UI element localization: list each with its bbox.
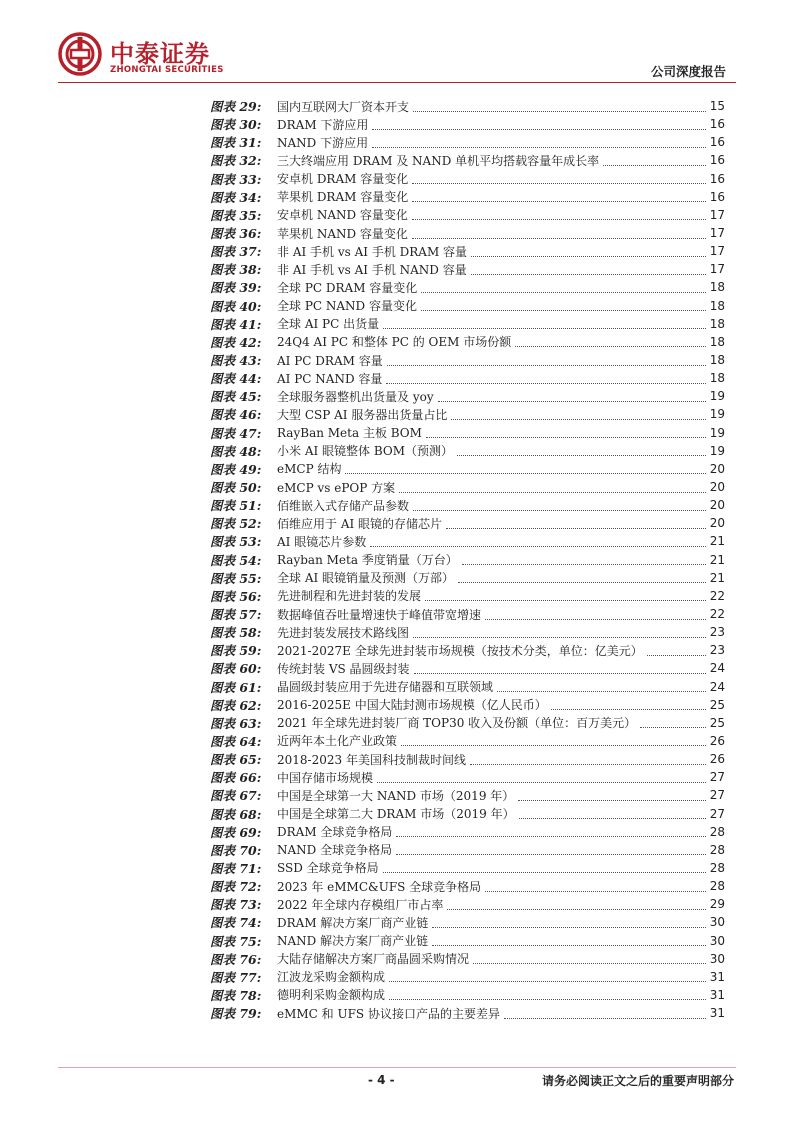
toc-entry[interactable] bbox=[210, 97, 725, 115]
toc-entry[interactable] bbox=[210, 623, 725, 641]
toc-entry-title: eMCP 结构 bbox=[277, 462, 342, 477]
toc-entry-label: 图表 75: bbox=[210, 933, 262, 949]
toc-entry[interactable] bbox=[210, 605, 725, 623]
toc-entry[interactable] bbox=[210, 115, 725, 133]
toc-entry-title: DRAM 全球竞争格局 bbox=[277, 825, 393, 840]
toc-entry-page: 16 bbox=[709, 153, 725, 168]
toc-entry-title: DRAM 解决方案厂商产业链 bbox=[277, 915, 429, 930]
toc-leader-dots bbox=[389, 999, 706, 1000]
report-type-label: 公司深度报告 bbox=[650, 64, 726, 79]
toc-leader-dots bbox=[446, 528, 706, 529]
toc-entry-label: 图表 29: bbox=[210, 99, 262, 115]
toc-entry[interactable] bbox=[210, 297, 725, 315]
toc-leader-dots bbox=[647, 655, 706, 656]
toc-entry[interactable] bbox=[210, 460, 725, 478]
toc-entry-label: 图表 79: bbox=[210, 1006, 262, 1022]
toc-entry[interactable] bbox=[210, 551, 725, 569]
disclaimer-text: 请务必阅读正文之后的重要声明部分 bbox=[541, 1074, 734, 1088]
toc-leader-dots bbox=[432, 945, 706, 946]
toc-entry-page: 20 bbox=[709, 516, 725, 531]
toc-entry[interactable] bbox=[210, 1004, 725, 1022]
toc-leader-dots bbox=[457, 455, 706, 456]
toc-entry-page: 19 bbox=[709, 389, 725, 404]
toc-entry-page: 16 bbox=[709, 117, 725, 132]
toc-entry-title: 全球 AI 眼镜销量及预测（万部） bbox=[277, 571, 455, 586]
toc-entry[interactable] bbox=[210, 714, 725, 732]
toc-entry-title: 2021 年全球先进封装厂商 TOP30 收入及份额（单位：百万美元） bbox=[277, 716, 637, 731]
toc-entry-page: 18 bbox=[709, 371, 725, 386]
toc-entry[interactable] bbox=[210, 659, 725, 677]
toc-entry-title: 近两年本土化产业政策 bbox=[277, 734, 398, 749]
toc-leader-dots bbox=[471, 274, 706, 275]
toc-entry-label: 图表 43: bbox=[210, 353, 262, 369]
toc-entry-label: 图表 74: bbox=[210, 915, 262, 931]
toc-entry-title: 全球 PC DRAM 容量变化 bbox=[277, 280, 418, 295]
toc-entry-title: 晶圆级封装应用于先进存储器和互联领域 bbox=[277, 680, 494, 695]
toc-entry-title: 安卓机 NAND 容量变化 bbox=[277, 208, 408, 223]
toc-entry-title: 2022 年全球内存模组厂市占率 bbox=[277, 897, 444, 912]
toc-entry[interactable] bbox=[210, 170, 725, 188]
toc-entry[interactable] bbox=[210, 514, 725, 532]
toc-entry[interactable] bbox=[210, 333, 725, 351]
toc-entry[interactable] bbox=[210, 405, 725, 423]
toc-entry-title: 苹果机 DRAM 容量变化 bbox=[277, 190, 409, 205]
toc-entry-page: 22 bbox=[709, 588, 725, 603]
toc-entry-page: 28 bbox=[709, 879, 725, 894]
toc-entry-page: 17 bbox=[709, 226, 725, 241]
toc-entry[interactable] bbox=[210, 315, 725, 333]
toc-entry[interactable] bbox=[210, 224, 725, 242]
toc-entry[interactable] bbox=[210, 260, 725, 278]
header-divider bbox=[58, 82, 736, 83]
toc-entry-page: 21 bbox=[709, 552, 725, 567]
toc-leader-dots bbox=[413, 510, 706, 511]
logo-chinese-text: 中泰证券 bbox=[110, 40, 210, 68]
toc-entry-page: 31 bbox=[709, 1006, 725, 1021]
toc-entry-page: 26 bbox=[709, 733, 725, 748]
toc-entry-label: 图表 31: bbox=[210, 135, 262, 151]
toc-leader-dots bbox=[470, 764, 706, 765]
toc-entry-label: 图表 40: bbox=[210, 298, 262, 314]
toc-entry-label: 图表 62: bbox=[210, 697, 262, 713]
toc-entry-title: NAND 下游应用 bbox=[277, 135, 369, 150]
toc-entry-label: 图表 76: bbox=[210, 951, 262, 967]
toc-entry-title: 非 AI 手机 vs AI 手机 NAND 容量 bbox=[277, 262, 467, 277]
toc-entry-page: 29 bbox=[709, 897, 725, 912]
toc-entry-page: 27 bbox=[709, 788, 725, 803]
toc-entry-page: 31 bbox=[709, 987, 725, 1002]
toc-leader-dots bbox=[412, 238, 706, 239]
toc-entry-page: 25 bbox=[709, 715, 725, 730]
logo-english-text: ZHONGTAI SECURITIES bbox=[110, 65, 224, 75]
toc-entry-title: 全球 AI PC 出货量 bbox=[277, 317, 380, 332]
toc-entry-label: 图表 57: bbox=[210, 607, 262, 622]
toc-entry-page: 30 bbox=[709, 933, 725, 948]
toc-leader-dots bbox=[383, 872, 706, 873]
toc-entry[interactable] bbox=[210, 841, 725, 859]
toc-entry-page: 30 bbox=[709, 951, 725, 966]
toc-leader-dots bbox=[425, 600, 706, 601]
toc-entry-title: eMCP vs ePOP 方案 bbox=[277, 480, 396, 495]
toc-leader-dots bbox=[451, 419, 705, 420]
toc-entry-label: 图表 61: bbox=[210, 679, 262, 695]
toc-entry[interactable] bbox=[210, 424, 725, 442]
toc-entry-title: 江波龙采购金额构成 bbox=[277, 970, 386, 985]
toc-entry[interactable] bbox=[210, 859, 725, 877]
toc-entry[interactable] bbox=[210, 823, 725, 841]
toc-entry-page: 17 bbox=[709, 244, 725, 259]
toc-entry-page: 18 bbox=[709, 334, 725, 349]
toc-entry-page: 24 bbox=[709, 679, 725, 694]
toc-entry-title: 德明利采购金额构成 bbox=[277, 988, 386, 1003]
logo-mark-icon bbox=[58, 32, 102, 76]
toc-entry-page: 31 bbox=[709, 969, 725, 984]
toc-leader-dots bbox=[372, 129, 705, 130]
toc-entry[interactable] bbox=[210, 478, 725, 496]
toc-leader-dots bbox=[386, 383, 705, 384]
toc-entry-title: 传统封装 VS 晶圆级封装 bbox=[277, 661, 410, 676]
toc-entry-page: 20 bbox=[709, 480, 725, 495]
toc-entry[interactable] bbox=[210, 369, 725, 387]
toc-entry-label: 图表 53: bbox=[210, 534, 262, 550]
company-logo bbox=[58, 32, 248, 78]
toc-entry-page: 28 bbox=[709, 824, 725, 839]
toc-entry-title: 佰维应用于 AI 眼镜的存储芯片 bbox=[277, 516, 443, 531]
toc-entry[interactable] bbox=[210, 151, 725, 169]
toc-entry[interactable] bbox=[210, 387, 725, 405]
toc-entry-title: AI PC NAND 容量 bbox=[277, 371, 383, 386]
toc-entry-title: 安卓机 DRAM 容量变化 bbox=[277, 172, 409, 187]
toc-entry-title: 全球 PC NAND 容量变化 bbox=[277, 299, 417, 314]
toc-leader-dots bbox=[396, 836, 705, 837]
toc-entry[interactable] bbox=[210, 133, 725, 151]
toc-entry-label: 图表 59: bbox=[210, 643, 262, 659]
toc-entry-title: Rayban Meta 季度销量（万台） bbox=[277, 553, 458, 568]
toc-entry-label: 图表 39: bbox=[210, 280, 262, 296]
toc-entry-label: 图表 70: bbox=[210, 842, 262, 858]
toc-entry-page: 27 bbox=[709, 806, 725, 821]
toc-entry[interactable] bbox=[210, 804, 725, 822]
toc-entry-title: 先进封装发展技术路线图 bbox=[277, 625, 410, 640]
toc-entry-page: 17 bbox=[709, 262, 725, 277]
toc-entry-page: 24 bbox=[709, 661, 725, 676]
toc-leader-dots bbox=[387, 365, 706, 366]
toc-leader-dots bbox=[421, 310, 706, 311]
toc-leader-dots bbox=[399, 492, 706, 493]
toc-entry-page: 16 bbox=[709, 189, 725, 204]
toc-entry[interactable] bbox=[210, 587, 725, 605]
toc-leader-dots bbox=[372, 147, 706, 148]
toc-entry-page: 19 bbox=[709, 443, 725, 458]
toc-leader-dots bbox=[414, 673, 706, 674]
toc-entry-label: 图表 78: bbox=[210, 987, 262, 1003]
toc-entry-page: 23 bbox=[709, 625, 725, 640]
toc-entry[interactable] bbox=[210, 641, 725, 659]
toc-leader-dots bbox=[518, 800, 705, 801]
toc-leader-dots bbox=[413, 111, 706, 112]
toc-entry-label: 图表 65: bbox=[210, 752, 262, 768]
toc-leader-dots bbox=[458, 582, 706, 583]
toc-leader-dots bbox=[438, 401, 706, 402]
toc-entry-title: 苹果机 NAND 容量变化 bbox=[277, 226, 408, 241]
toc-entry-page: 28 bbox=[709, 860, 725, 875]
toc-entry[interactable] bbox=[210, 768, 725, 786]
toc-entry-title: 三大终端应用 DRAM 及 NAND 单机平均搭载容量年成长率 bbox=[277, 153, 600, 168]
toc-entry-label: 图表 32: bbox=[210, 153, 262, 169]
toc-entry-title: NAND 解决方案厂商产业链 bbox=[277, 934, 429, 949]
toc-leader-dots bbox=[447, 909, 705, 910]
toc-entry-page: 30 bbox=[709, 915, 725, 930]
toc-entry-label: 图表 30: bbox=[210, 117, 262, 133]
toc-entry-page: 23 bbox=[709, 643, 725, 658]
toc-entry[interactable] bbox=[210, 351, 725, 369]
toc-entry-page: 26 bbox=[709, 752, 725, 767]
toc-entry[interactable] bbox=[210, 206, 725, 224]
toc-entry-title: eMMC 和 UFS 协议接口产品的主要差异 bbox=[277, 1006, 500, 1021]
toc-leader-dots bbox=[345, 473, 705, 474]
toc-entry-title: 2016-2025E 中国大陆封测市场规模（亿人民币） bbox=[277, 698, 547, 713]
toc-entry-page: 21 bbox=[709, 534, 725, 549]
toc-leader-dots bbox=[412, 219, 706, 220]
toc-entry-label: 图表 49: bbox=[210, 461, 262, 477]
toc-entry-label: 图表 66: bbox=[210, 770, 262, 786]
toc-entry-label: 图表 67: bbox=[210, 788, 262, 804]
toc-entry-label: 图表 37: bbox=[210, 244, 262, 260]
toc-entry-title: 中国是全球第一大 NAND 市场（2019 年） bbox=[277, 788, 515, 803]
toc-entry[interactable] bbox=[210, 877, 725, 895]
toc-entry-label: 图表 47: bbox=[210, 425, 262, 441]
toc-entry-label: 图表 55: bbox=[210, 570, 262, 586]
toc-entry-page: 18 bbox=[709, 316, 725, 331]
toc-entry-title: 中国是全球第二大 DRAM 市场（2019 年） bbox=[277, 807, 515, 822]
toc-entry-title: 全球服务器整机出货量及 yoy bbox=[277, 389, 434, 404]
toc-entry-label: 图表 42: bbox=[210, 334, 262, 350]
toc-entry-page: 19 bbox=[709, 407, 725, 422]
toc-entry[interactable] bbox=[210, 532, 725, 550]
toc-entry-label: 图表 68: bbox=[210, 806, 262, 822]
toc-entry[interactable] bbox=[210, 188, 725, 206]
toc-entry-page: 27 bbox=[709, 770, 725, 785]
toc-leader-dots bbox=[471, 256, 706, 257]
toc-leader-dots bbox=[603, 165, 706, 166]
toc-leader-dots bbox=[504, 1018, 706, 1019]
toc-entry-title: AI 眼镜芯片参数 bbox=[277, 534, 367, 549]
footer-divider bbox=[58, 1067, 736, 1068]
toc-entry[interactable] bbox=[210, 950, 725, 968]
toc-entry-title: AI PC DRAM 容量 bbox=[277, 353, 383, 368]
toc-leader-dots bbox=[432, 927, 705, 928]
toc-entry-page: 19 bbox=[709, 425, 725, 440]
toc-entry-title: 中国存储市场规模 bbox=[277, 770, 374, 785]
toc-entry-label: 图表 36: bbox=[210, 226, 262, 242]
toc-entry-label: 图表 63: bbox=[210, 715, 262, 731]
toc-entry[interactable] bbox=[210, 986, 725, 1004]
toc-entry-title: 小米 AI 眼镜整体 BOM（预测） bbox=[277, 444, 454, 459]
toc-entry-page: 17 bbox=[709, 207, 725, 222]
toc-entry-label: 图表 45: bbox=[210, 389, 262, 405]
toc-entry-page: 16 bbox=[709, 135, 725, 150]
toc-entry-label: 图表 46: bbox=[210, 407, 262, 423]
toc-entry[interactable] bbox=[210, 442, 725, 460]
toc-entry-label: 图表 33: bbox=[210, 171, 262, 187]
toc-entry-title: 先进制程和先进封装的发展 bbox=[277, 589, 422, 604]
toc-entry[interactable] bbox=[210, 913, 725, 931]
toc-entry[interactable] bbox=[210, 786, 725, 804]
toc-leader-dots bbox=[401, 745, 706, 746]
toc-leader-dots bbox=[485, 619, 706, 620]
toc-entry-title: NAND 全球竞争格局 bbox=[277, 843, 393, 858]
toc-entry-label: 图表 69: bbox=[210, 824, 262, 840]
toc-entry-title: 24Q4 AI PC 和整体 PC 的 OEM 市场份额 bbox=[277, 335, 512, 350]
toc-entry-page: 18 bbox=[709, 280, 725, 295]
toc-leader-dots bbox=[383, 328, 706, 329]
toc-entry-label: 图表 56: bbox=[210, 588, 262, 604]
toc-leader-dots bbox=[485, 891, 706, 892]
toc-entry[interactable] bbox=[210, 931, 725, 949]
toc-entry[interactable] bbox=[210, 496, 725, 514]
toc-entry-label: 图表 73: bbox=[210, 897, 262, 913]
toc-entry[interactable] bbox=[210, 895, 725, 913]
toc-entry-label: 图表 52: bbox=[210, 516, 262, 532]
toc-entry-title: 国内互联网大厂资本开支 bbox=[277, 99, 410, 114]
toc-entry-page: 25 bbox=[709, 697, 725, 712]
toc-entry-title: 2023 年 eMMC&UFS 全球竞争格局 bbox=[277, 879, 482, 894]
page-number: - 4 - bbox=[368, 1073, 395, 1087]
toc-entry-label: 图表 58: bbox=[210, 625, 262, 641]
toc-entry-label: 图表 48: bbox=[210, 443, 262, 459]
toc-entry-page: 21 bbox=[709, 570, 725, 585]
toc-leader-dots bbox=[426, 437, 706, 438]
toc-leader-dots bbox=[396, 854, 706, 855]
figure-list bbox=[210, 97, 725, 1022]
toc-leader-dots bbox=[497, 691, 706, 692]
toc-entry-page: 20 bbox=[709, 461, 725, 476]
toc-entry[interactable] bbox=[210, 242, 725, 260]
toc-leader-dots bbox=[377, 782, 706, 783]
toc-entry-label: 图表 51: bbox=[210, 498, 262, 514]
page-header bbox=[0, 0, 794, 90]
toc-entry-label: 图表 71: bbox=[210, 860, 262, 876]
toc-entry-title: 佰维嵌入式存储产品参数 bbox=[277, 498, 410, 513]
toc-entry-page: 16 bbox=[709, 171, 725, 186]
toc-leader-dots bbox=[421, 292, 705, 293]
toc-entry[interactable] bbox=[210, 678, 725, 696]
toc-entry-page: 18 bbox=[709, 353, 725, 368]
toc-entry[interactable] bbox=[210, 732, 725, 750]
toc-entry-title: 2021-2027E 全球先进封装市场规模（按技术分类，单位：亿美元） bbox=[277, 643, 643, 658]
toc-entry-title: 大陆存储解决方案厂商晶圆采购情况 bbox=[277, 952, 470, 967]
toc-entry-title: 数据峰值吞吐量增速快于峰值带宽增速 bbox=[277, 607, 482, 622]
toc-entry-label: 图表 54: bbox=[210, 552, 262, 568]
toc-entry-page: 22 bbox=[709, 607, 725, 621]
toc-entry[interactable] bbox=[210, 278, 725, 296]
toc-leader-dots bbox=[389, 981, 706, 982]
toc-entry-label: 图表 35: bbox=[210, 207, 262, 223]
toc-leader-dots bbox=[640, 727, 706, 728]
toc-entry-title: RayBan Meta 主板 BOM bbox=[277, 426, 422, 441]
toc-entry-label: 图表 34: bbox=[210, 189, 262, 205]
toc-entry-label: 图表 77: bbox=[210, 969, 262, 985]
toc-entry-label: 图表 38: bbox=[210, 262, 262, 278]
toc-leader-dots bbox=[473, 963, 706, 964]
toc-entry-label: 图表 50: bbox=[210, 480, 262, 496]
toc-leader-dots bbox=[413, 637, 706, 638]
toc-leader-dots bbox=[412, 183, 705, 184]
toc-entry-title: SSD 全球竞争格局 bbox=[277, 861, 379, 876]
toc-entry-title: 2018-2023 年美国科技制裁时间线 bbox=[277, 752, 466, 767]
toc-entry-label: 图表 72: bbox=[210, 879, 262, 895]
toc-entry-label: 图表 44: bbox=[210, 371, 262, 387]
toc-entry-page: 18 bbox=[709, 298, 725, 313]
toc-leader-dots bbox=[412, 201, 705, 202]
toc-entry-title: DRAM 下游应用 bbox=[277, 117, 369, 132]
toc-entry-title: 大型 CSP AI 服务器出货量占比 bbox=[277, 407, 448, 422]
toc-entry-label: 图表 60: bbox=[210, 661, 262, 677]
toc-leader-dots bbox=[370, 546, 705, 547]
toc-leader-dots bbox=[515, 346, 705, 347]
toc-entry[interactable] bbox=[210, 968, 725, 986]
toc-entry-title: 非 AI 手机 vs AI 手机 DRAM 容量 bbox=[277, 244, 468, 259]
toc-leader-dots bbox=[519, 818, 706, 819]
toc-entry[interactable] bbox=[210, 569, 725, 587]
toc-entry-label: 图表 64: bbox=[210, 733, 262, 749]
toc-entry[interactable] bbox=[210, 750, 725, 768]
toc-entry-page: 28 bbox=[709, 842, 725, 857]
toc-entry-page: 15 bbox=[709, 99, 725, 114]
toc-leader-dots bbox=[462, 564, 706, 565]
toc-leader-dots bbox=[551, 709, 706, 710]
toc-entry[interactable] bbox=[210, 696, 725, 714]
toc-entry-label: 图表 41: bbox=[210, 316, 262, 332]
toc-entry-page: 20 bbox=[709, 498, 725, 513]
